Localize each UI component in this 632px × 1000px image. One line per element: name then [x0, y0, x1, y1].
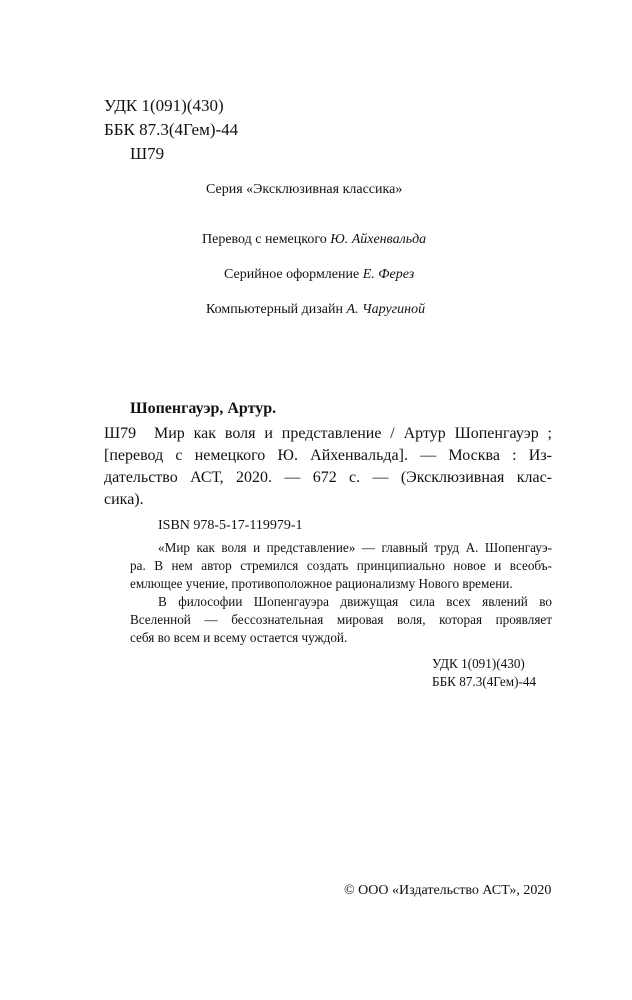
computer-design-line [206, 302, 425, 318]
translation-label: Перевод с немецкого [202, 232, 331, 247]
isbn: ISBN 978-5-17-119979-1 [158, 518, 303, 533]
catalog-line-2: [перевод с немецкого Ю. Айхенвальда]. — Москва : Из- [104, 447, 552, 464]
udk-code: УДК 1(091)(430) [104, 96, 224, 115]
author-mark: Ш79 [130, 144, 165, 163]
computer-design-label: Компьютерный дизайн [206, 302, 347, 317]
translation-line [202, 232, 426, 248]
series-line: Серия «Эксклюзивная классика» [206, 182, 403, 197]
series-design-line [224, 267, 414, 283]
bbk-code: ББК 87.3(4Гем)-44 [104, 120, 239, 139]
catalog-mark: Ш79 [104, 425, 137, 442]
annotation-line-1: «Мир как воля и представление» — главный труд А. Шопенгауэ- [158, 540, 552, 555]
computer-designer-name: А. Чаругиной [346, 302, 426, 317]
annotation-line-2: ра. В нем автор стремился создать принципиально новое и всеобъ- [130, 558, 552, 573]
series-designer-name: Е. Ферез [362, 267, 415, 282]
copyright-line: © ООО «Издательство АСТ», 2020 [344, 883, 552, 898]
bbk-code-repeat: ББК 87.3(4Гем)-44 [432, 674, 537, 689]
annotation-line-4: В философии Шопенгауэра движущая сила всех явлений во [158, 594, 552, 609]
catalog-line-3: дательство АСТ, 2020. — 672 с. — (Эксклюзивная клас- [104, 469, 552, 486]
translator-name: Ю. Айхенвальда [330, 232, 427, 247]
catalog-line-4: сика). [104, 491, 144, 508]
udk-code-repeat: УДК 1(091)(430) [432, 656, 525, 671]
annotation-line-5: Вселенной — бессознательная мировая воля, которая проявляет [130, 612, 552, 627]
series-design-label: Серийное оформление [224, 267, 363, 282]
catalog-heading: Шопенгауэр, Артур. [130, 400, 277, 417]
annotation-line-6: себя во всем и всему остается чуждой. [130, 630, 348, 645]
catalog-line-1: Мир как воля и представление / Артур Шопенгауэр ; [154, 425, 552, 442]
annotation-line-3: емлющее учение, противоположное рационализму Нового времени. [130, 576, 513, 591]
